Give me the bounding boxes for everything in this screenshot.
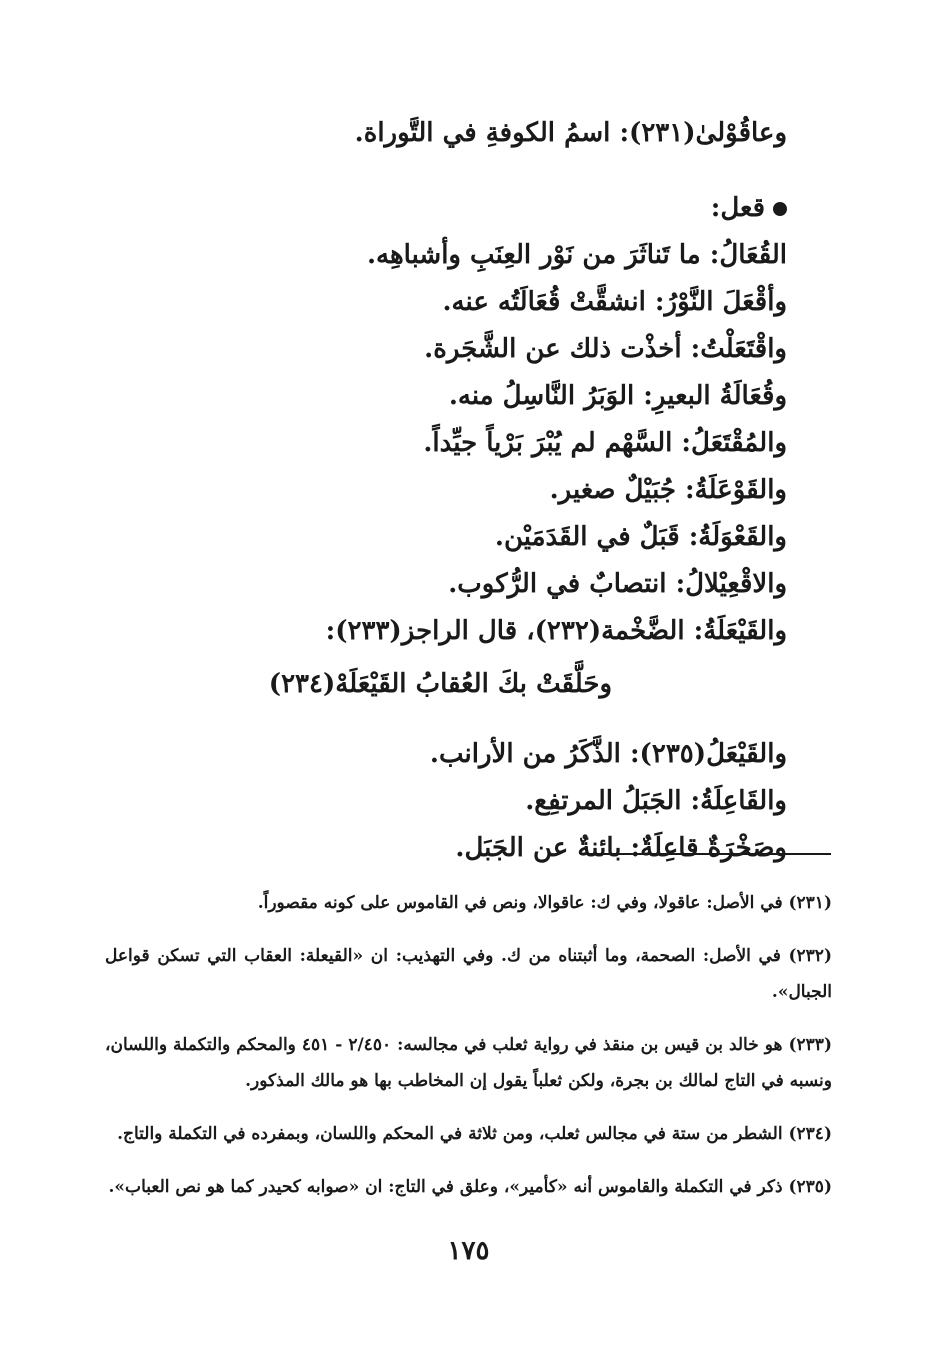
bullet-icon	[773, 202, 787, 216]
footnotes	[105, 868, 832, 1205]
entry-line: وأقْعَلَ النَّوْرُ: انشقَّتْ قُعَالَتُه عنه.	[442, 287, 787, 317]
footnote: (٢٣٤) الشطر من ستة في مجالس ثعلب، ومن ثلاثة في المحكم واللسان، وبمفرده في التكملة والتاج.	[117, 1124, 832, 1144]
root-label: قعل:	[710, 193, 765, 223]
entry-line: والمُقْتَعَلُ: السَّهْم لم يُبْرَ بَرْياً جيِّداً.	[423, 428, 787, 458]
poetry-verse: وحَلَّقَتْ بكَ العُقابُ القَيْعَلَهْ(٢٣٤)	[268, 669, 612, 699]
dictionary-entries	[87, 118, 787, 880]
footnote-divider	[586, 853, 831, 855]
footnote: (٢٣١) في الأصل: عاقولا، وفي ك: عاقوالا، ونص في القاموس على كونه مقصوراً.	[257, 893, 832, 913]
entry-line: والقَوْعَلَةُ: جُبَيْلٌ صغير.	[549, 475, 787, 505]
page-number: ١٧٥	[447, 1236, 490, 1266]
entry-line: والقَيْعَلَةُ: الضَّخْمة(٢٣٢)، قال الراجز(٢٣٣):	[325, 616, 787, 646]
root-heading	[87, 193, 787, 240]
entry-line: واقْتَعَلْتُ: أخذْت ذلك عن الشَّجَرة.	[424, 334, 787, 364]
entry-line: والقَيْعَلُ(٢٣٥): الذَّكَرُ من الأرانب.	[429, 739, 787, 769]
entry-line: وصَخْرَةٌ قاعِلَةٌ: بائنةٌ عن الجَبَل.	[455, 833, 787, 863]
entry-line: القُعَالُ: ما تَناثَرَ من نَوْر العِنَبِ وأشباهِه.	[366, 240, 787, 270]
entry-line: وقُعَالَةُ البعيرِ: الوَبَرُ النَّاسِلُ منه.	[448, 381, 787, 411]
entry-line: والقَعْوَلَةُ: قَبَلٌ في القَدَمَيْن.	[494, 522, 787, 552]
entry-line: والاقْعِيْلالُ: انتصابٌ في الرُّكوب.	[448, 569, 787, 599]
footnote: (٢٣٥) ذكر في التكملة والقاموس أنه «كأمير»، وعلق في التاج: ان «صوابه كحيدر كما هو نص العباب».	[108, 1177, 832, 1197]
entry-line: والقَاعِلَةُ: الجَبَلُ المرتفِع.	[525, 786, 787, 816]
entry-line: وعاقُوْلىٰ(٢٣١): اسمُ الكوفةِ في التَّوراة.	[354, 118, 787, 148]
footnote: (٢٣٢) في الأصل: الصحمة، وما أثبتناه من ك. وفي التهذيب: ان «القيعلة: العقاب التي تسكن قواعل الجبال».	[105, 946, 832, 1002]
footnote: (٢٣٣) هو خالد بن قيس بن منقذ في رواية ثعلب في مجالسه: ٢/٤٥٠ - ٤٥١ والمحكم والتكملة واللسان، ونسبه في التاج لمالك بن بجرة، ولكن ثعلباً يقول إن المخاطب بها هو مالك المذكور.	[105, 1035, 832, 1091]
